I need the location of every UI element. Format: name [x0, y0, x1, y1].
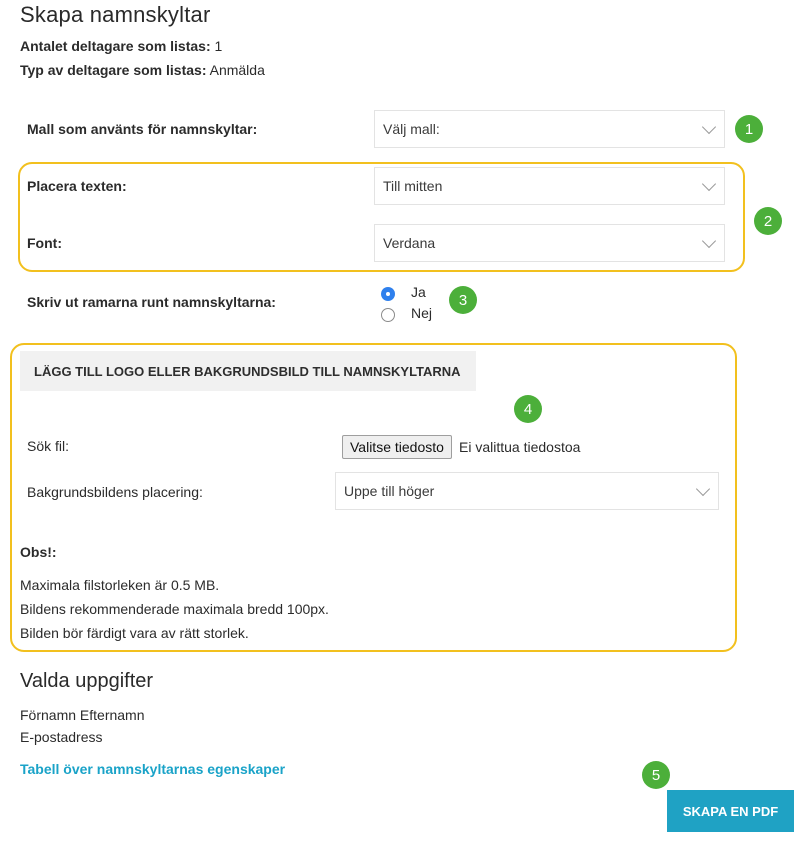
radio-yes[interactable] — [381, 287, 395, 301]
annotation-badge-5: 5 — [642, 761, 670, 789]
note-line: Bilden bör färdigt vara av rätt storlek. — [20, 625, 249, 641]
font-label: Font: — [27, 235, 62, 251]
choose-file-button[interactable]: Valitse tiedosto — [342, 435, 452, 459]
selected-item: E-postadress — [20, 729, 103, 745]
properties-table-link[interactable]: Tabell över namnskyltarnas egenskaper — [20, 761, 286, 777]
participant-type — [20, 62, 265, 78]
participant-count-label: Antalet deltagare som listas: — [20, 38, 211, 54]
print-borders-label: Skriv ut ramarna runt namnskyltarna: — [27, 294, 276, 310]
placement-select-value: Uppe till höger — [344, 483, 435, 499]
chevron-down-icon — [702, 234, 716, 248]
participant-count — [20, 38, 222, 54]
template-label: Mall som använts för namnskyltar: — [27, 121, 258, 137]
participant-type-label: Typ av deltagare som listas: — [20, 62, 207, 78]
annotation-badge-4: 4 — [514, 395, 542, 423]
font-select-value: Verdana — [383, 235, 436, 251]
note-line: Bildens rekommenderade maximala bredd 100px. — [20, 601, 329, 617]
text-align-label: Placera texten: — [27, 178, 127, 194]
template-select[interactable] — [374, 110, 725, 148]
note-title: Obs!: — [20, 544, 57, 560]
annotation-badge-2: 2 — [754, 207, 782, 235]
text-align-select[interactable] — [374, 167, 725, 205]
participant-count-value: 1 — [214, 38, 223, 54]
selected-heading: Valda uppgifter — [20, 670, 154, 692]
chevron-down-icon — [702, 177, 716, 191]
participant-type-value: Anmälda — [209, 62, 265, 78]
placement-label: Bakgrundsbildens placering: — [27, 484, 203, 500]
annotation-badge-1: 1 — [735, 115, 763, 143]
radio-yes-label: Ja — [411, 284, 426, 300]
selected-item: Förnamn Efternamn — [20, 707, 145, 723]
file-label: Sök fil: — [27, 438, 70, 454]
radio-no[interactable] — [381, 308, 395, 322]
template-select-value: Välj mall: — [383, 121, 440, 137]
chevron-down-icon — [702, 120, 716, 134]
logo-section-heading: LÄGG TILL LOGO ELLER BAKGRUNDSBILD TILL NAMNSKYLTARNA — [20, 351, 476, 391]
file-status: Ei valittua tiedostoa — [459, 439, 581, 455]
note-line: Maximala filstorleken är 0.5 MB. — [20, 577, 220, 593]
chevron-down-icon — [696, 482, 710, 496]
radio-no-label: Nej — [411, 305, 433, 321]
font-select[interactable] — [374, 224, 725, 262]
create-pdf-button[interactable]: SKAPA EN PDF — [667, 790, 794, 832]
page-title: Skapa namnskyltar — [20, 2, 211, 27]
text-align-select-value: Till mitten — [383, 178, 443, 194]
annotation-badge-3: 3 — [449, 286, 477, 314]
placement-select[interactable] — [335, 472, 719, 510]
